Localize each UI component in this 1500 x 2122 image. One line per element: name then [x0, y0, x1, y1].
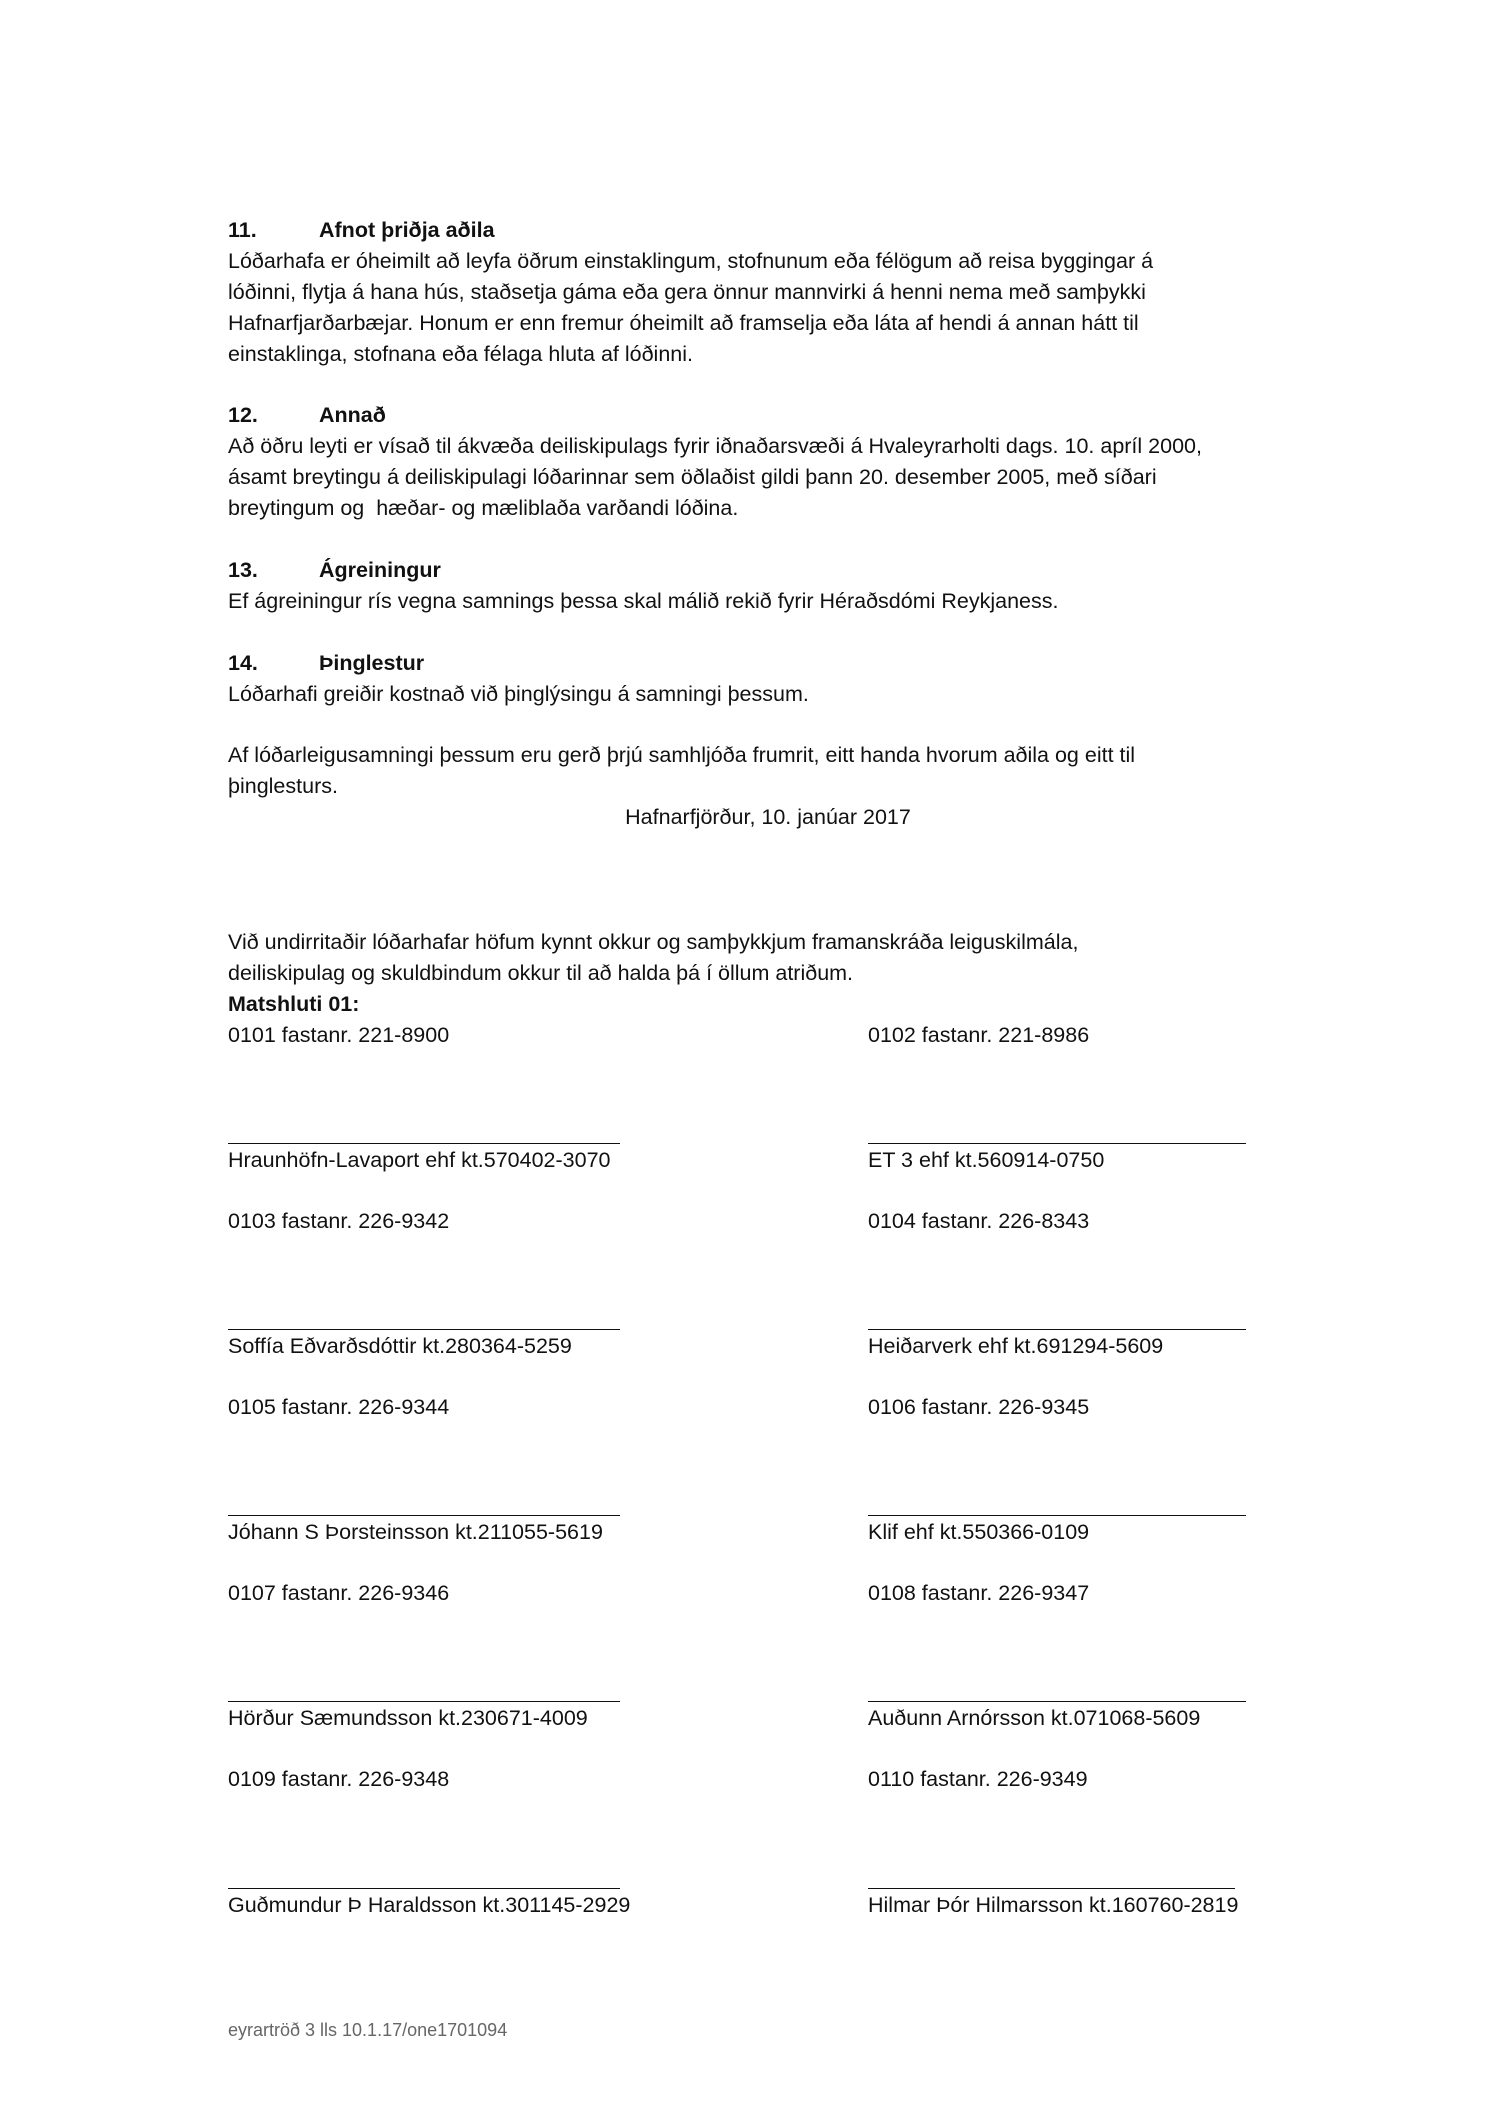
signature-line — [228, 1143, 620, 1144]
section-number: 13. — [228, 558, 258, 582]
section-12 — [228, 400, 1328, 524]
place-date-text: Hafnarfjörður, 10. janúar 2017 — [625, 805, 911, 829]
signer-name-right: Hilmar Þór Hilmarsson kt.160760-2819 — [868, 1893, 1239, 1917]
body-line: lóðinni, flytja á hana hús, staðsetja gáma eða gera önnur mannvirki á henni nema með samþykki — [228, 280, 1146, 304]
section-number: 11. — [228, 218, 257, 242]
body-line: Lóðarhafi greiðir kostnað við þinglýsingu á samningi þessum. — [228, 682, 809, 706]
unit-number-right: 0104 fastanr. 226-8343 — [868, 1209, 1090, 1233]
section-number: 14. — [228, 651, 258, 675]
signature-line — [868, 1515, 1246, 1516]
place-and-date — [0, 802, 1500, 833]
signer-name-left: Jóhann S Þorsteinsson kt.211055-5619 — [228, 1520, 603, 1544]
signer-name-right: Klif ehf kt.550366-0109 — [868, 1520, 1090, 1544]
body-line: Ef ágreiningur rís vegna samnings þessa skal málið rekið fyrir Héraðsdómi Reykjaness. — [228, 589, 1059, 613]
section-title: Annað — [319, 403, 386, 427]
matshluti-label: Matshluti 01: — [228, 992, 360, 1016]
signer-name-left: Soffía Eðvarðsdóttir kt.280364-5259 — [228, 1334, 572, 1358]
closing-paragraph — [228, 740, 1328, 802]
unit-number-left: 0105 fastanr. 226-9344 — [228, 1395, 450, 1419]
section-title: Þinglestur — [319, 651, 425, 675]
section-13 — [228, 555, 1328, 617]
unit-number-left: 0107 fastanr. 226-9346 — [228, 1581, 450, 1605]
body-line: deiliskipulag og skuldbindum okkur til að halda þá í öllum atriðum. — [228, 961, 854, 985]
signature-line — [228, 1515, 620, 1516]
unit-number-right: 0106 fastanr. 226-9345 — [868, 1395, 1090, 1419]
section-14 — [228, 648, 1328, 710]
signer-name-right: Heiðarverk ehf kt.691294-5609 — [868, 1334, 1164, 1358]
body-line: Af lóðarleigusamningi þessum eru gerð þrjú samhljóða frumrit, eitt handa hvorum aðila og eitt til — [228, 743, 1136, 767]
unit-number-right: 0102 fastanr. 221-8986 — [868, 1023, 1090, 1047]
signature-line — [228, 1329, 620, 1330]
section-title: Afnot þriðja aðila — [319, 218, 495, 242]
unit-number-right: 0108 fastanr. 226-9347 — [868, 1581, 1090, 1605]
document-footer: eyrartröð 3 lls 10.1.17/one1701094 — [228, 2020, 508, 2040]
signature-line — [868, 1143, 1246, 1144]
section-title: Ágreiningur — [319, 558, 441, 582]
section-heading — [228, 648, 1328, 679]
body-line: breytingum og hæðar- og mæliblaða varðandi lóðina. — [228, 496, 739, 520]
signature-line — [228, 1888, 620, 1889]
section-11 — [228, 215, 1328, 370]
unit-number-left: 0109 fastanr. 226-9348 — [228, 1767, 450, 1791]
signature-line — [228, 1701, 620, 1702]
signer-name-left: Guðmundur Þ Haraldsson kt.301145-2929 — [228, 1893, 631, 1917]
body-line: Við undirritaðir lóðarhafar höfum kynnt okkur og samþykkjum framanskráða leiguskilmála, — [228, 930, 1079, 954]
signature-line — [868, 1701, 1246, 1702]
body-line: Hafnarfjarðarbæjar. Honum er enn fremur óheimilt að framselja eða láta af hendi á annan hátt til — [228, 311, 1139, 335]
signature-line — [868, 1888, 1235, 1889]
body-line: þinglesturs. — [228, 774, 338, 798]
body-line: ásamt breytingu á deiliskipulagi lóðarinnar sem öðlaðist gildi þann 20. desember 2005, með síðari — [228, 465, 1157, 489]
section-number: 12. — [228, 403, 258, 427]
section-heading — [228, 215, 1328, 246]
signer-name-right: Auðunn Arnórsson kt.071068-5609 — [868, 1706, 1201, 1730]
section-heading — [228, 400, 1328, 431]
unit-number-left: 0103 fastanr. 226-9342 — [228, 1209, 450, 1233]
body-line: Lóðarhafa er óheimilt að leyfa öðrum einstaklingum, stofnunum eða félögum að reisa byggingar á — [228, 249, 1154, 273]
signer-name-right: ET 3 ehf kt.560914-0750 — [868, 1148, 1105, 1172]
unit-number-left: 0101 fastanr. 221-8900 — [228, 1023, 450, 1047]
declaration — [228, 927, 1328, 1020]
section-heading — [228, 555, 1328, 586]
signature-line — [868, 1329, 1246, 1330]
unit-number-right: 0110 fastanr. 226-9349 — [868, 1767, 1088, 1791]
body-line: einstaklinga, stofnana eða félaga hluta af lóðinni. — [228, 342, 693, 366]
body-line: Að öðru leyti er vísað til ákvæða deiliskipulags fyrir iðnaðarsvæði á Hvaleyrarholti dags. 10. apríl 2000, — [228, 434, 1202, 458]
signer-name-left: Hraunhöfn-Lavaport ehf kt.570402-3070 — [228, 1148, 611, 1172]
signer-name-left: Hörður Sæmundsson kt.230671-4009 — [228, 1706, 588, 1730]
